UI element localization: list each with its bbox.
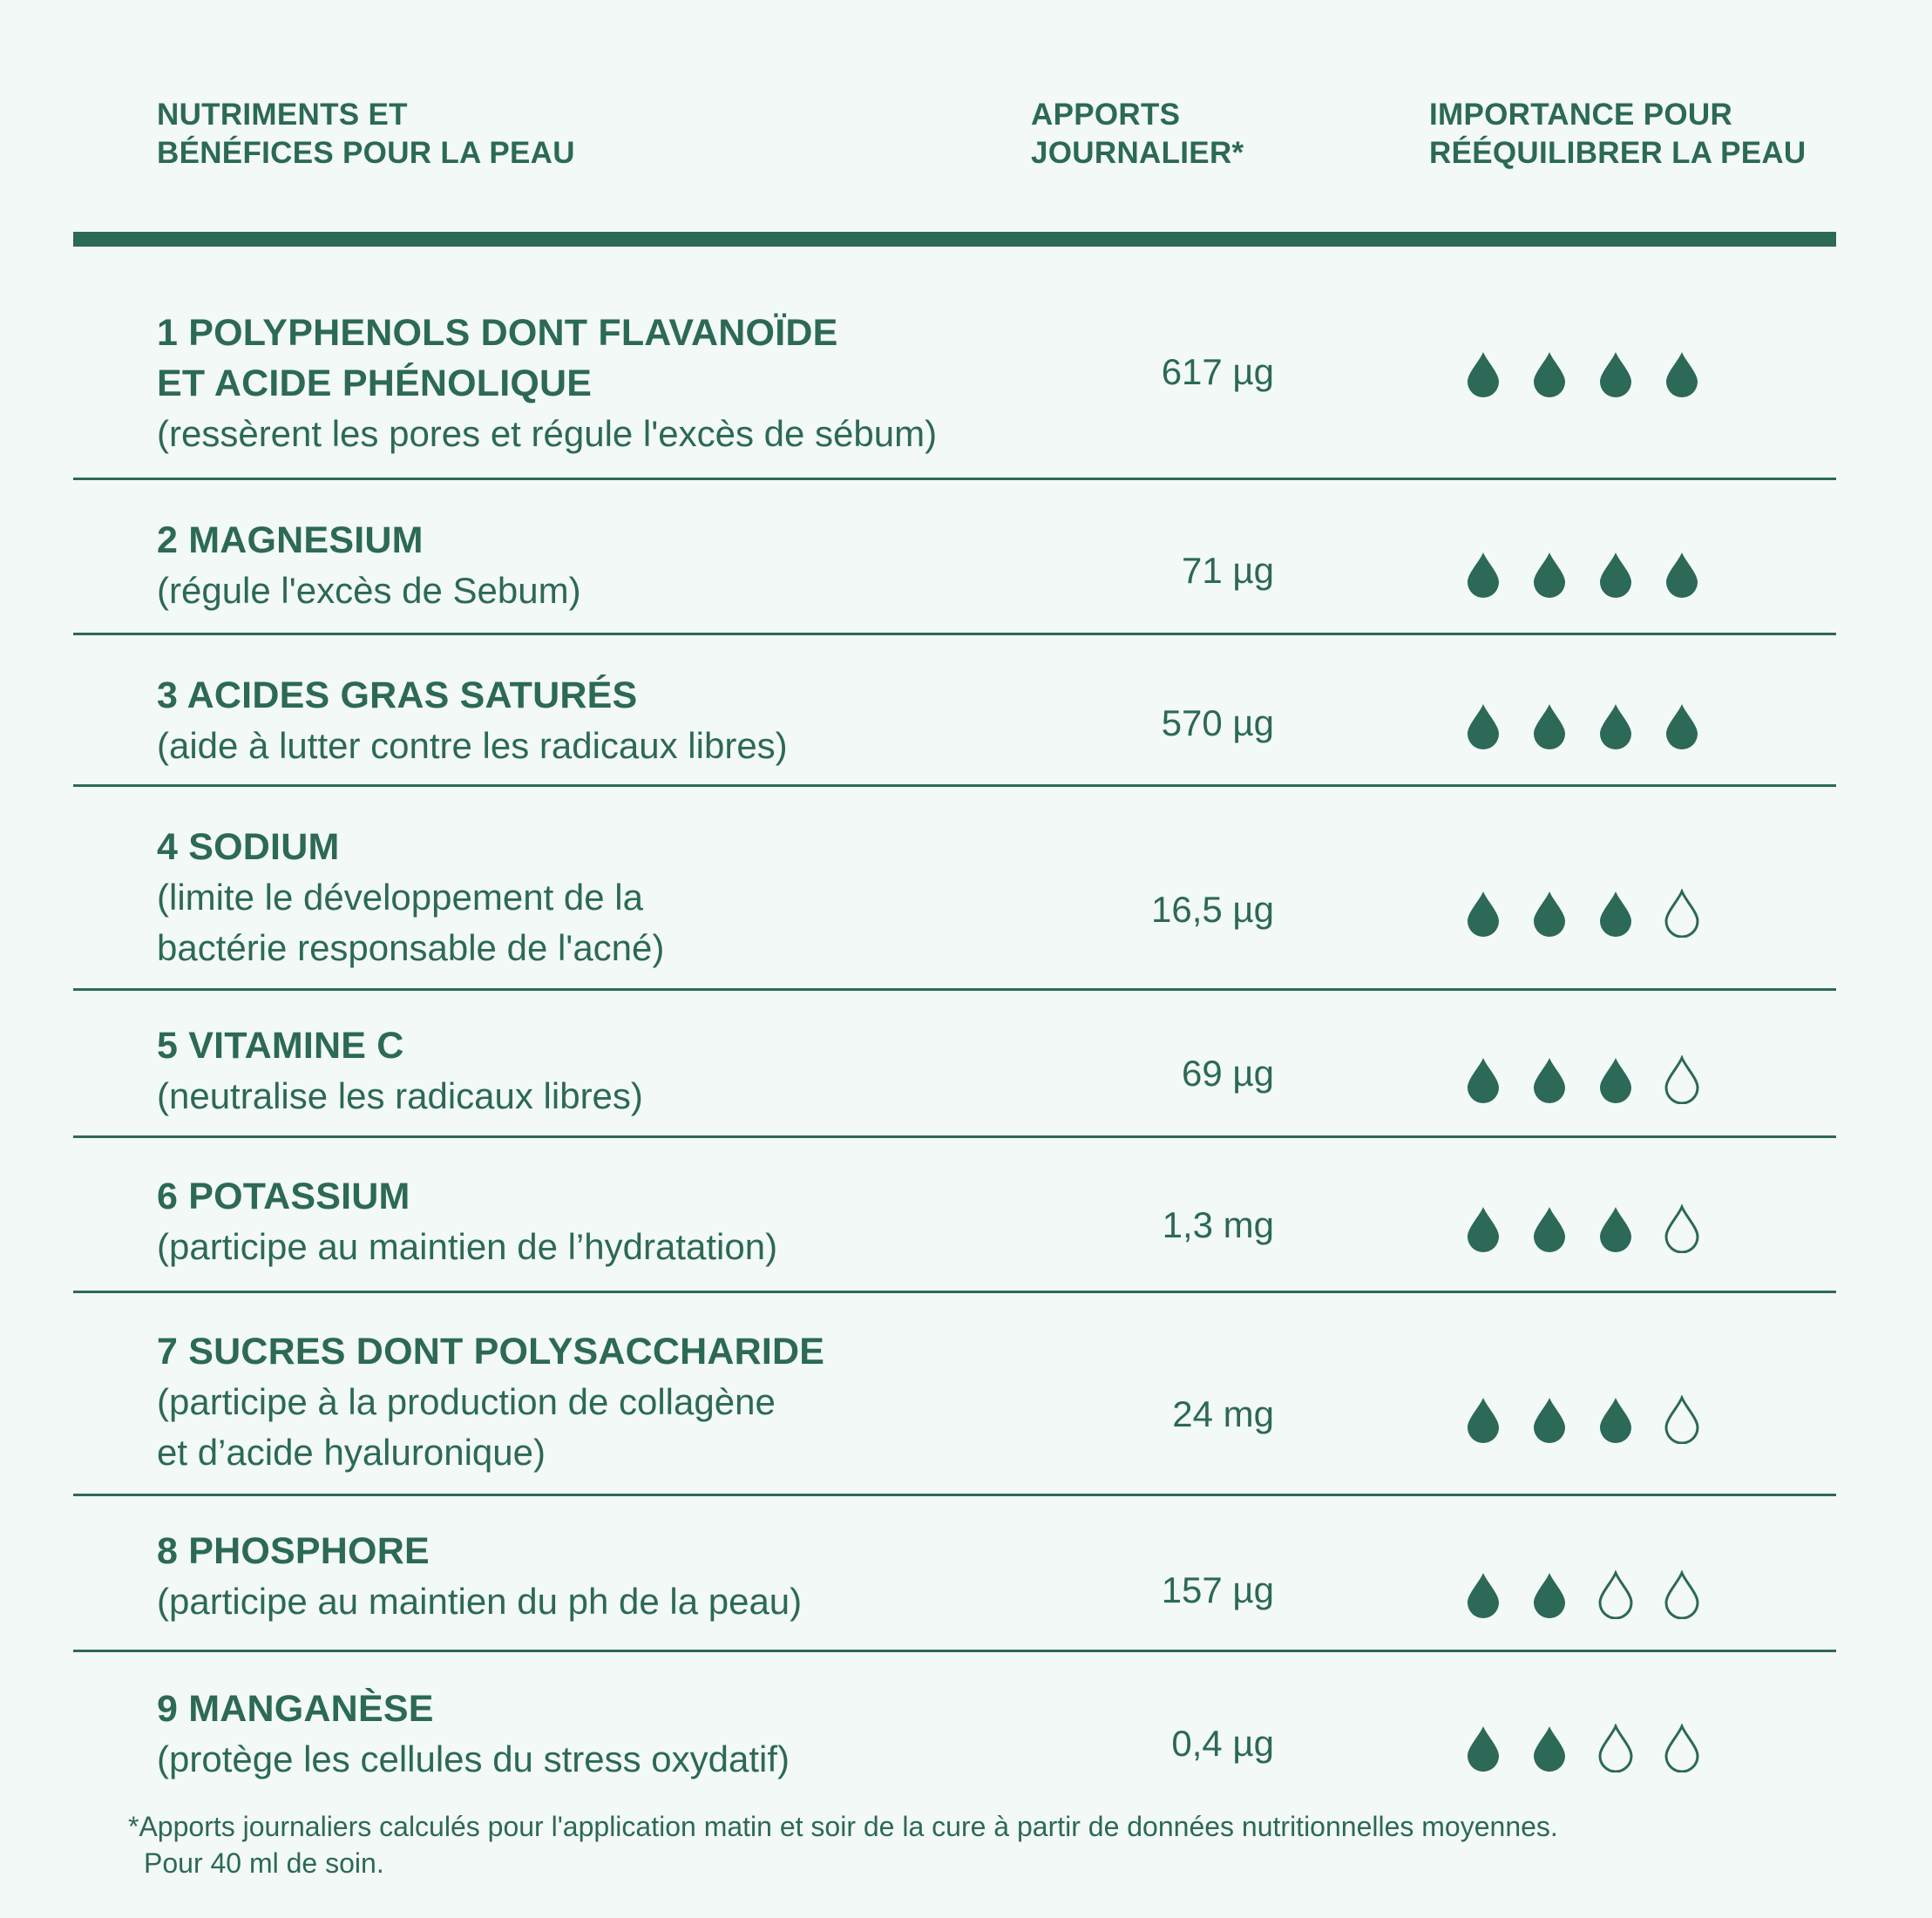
importance-rating	[1464, 889, 1725, 938]
daily-intake-value: 617 µg	[1161, 351, 1274, 392]
water-drop-filled-icon	[1596, 1204, 1635, 1253]
importance-rating	[1464, 1204, 1725, 1253]
water-drop-filled-icon	[1464, 550, 1502, 599]
nutrient-benefit: (aide à lutter contre les radicaux libres)	[157, 725, 788, 766]
header-importance-line2: RÉÉQUILIBRER LA PEAU	[1429, 136, 1807, 170]
nutrient-info	[157, 515, 1028, 616]
importance-rating	[1464, 1570, 1725, 1619]
nutrient-name: 3 ACIDES GRAS SATURÉS	[157, 674, 638, 716]
water-drop-filled-icon	[1464, 701, 1502, 750]
nutrient-benefit: (neutralise les radicaux libres)	[157, 1075, 643, 1116]
water-drop-filled-icon	[1464, 349, 1502, 398]
nutrient-benefit: et d’acide hyaluronique)	[157, 1432, 546, 1473]
water-drop-outline-icon	[1663, 1055, 1701, 1104]
water-drop-filled-icon	[1530, 1570, 1569, 1619]
water-drop-filled-icon	[1464, 1395, 1502, 1444]
table-row	[0, 1652, 1932, 1783]
header-nutrients-line2: BÉNÉFICES POUR LA PEAU	[157, 136, 575, 170]
water-drop-filled-icon	[1663, 550, 1701, 599]
daily-intake-value: 69 µg	[1182, 1053, 1274, 1094]
importance-rating	[1464, 550, 1725, 599]
importance-rating	[1464, 1055, 1725, 1104]
header-nutrients-line1: NUTRIMENTS ET	[157, 98, 408, 132]
table-row	[0, 247, 1932, 480]
water-drop-filled-icon	[1530, 1055, 1569, 1104]
nutrient-name: 1 POLYPHENOLS DONT FLAVANOÏDE	[157, 312, 838, 354]
water-drop-filled-icon	[1663, 701, 1701, 750]
nutrient-name: 6 POTASSIUM	[157, 1176, 410, 1217]
nutrient-benefit: (participe au maintien de l’hydratation)	[157, 1226, 778, 1267]
footnote	[128, 1808, 1871, 1881]
nutrient-info	[157, 1526, 1028, 1627]
water-drop-filled-icon	[1596, 701, 1635, 750]
daily-intake-value: 0,4 µg	[1171, 1723, 1274, 1764]
nutrient-benefit: (participe au maintien du ph de la peau)	[157, 1581, 803, 1622]
water-drop-outline-icon	[1663, 1724, 1701, 1772]
table-row	[0, 1138, 1932, 1293]
nutrient-info	[157, 1020, 1028, 1122]
water-drop-filled-icon	[1596, 1395, 1635, 1444]
water-drop-outline-icon	[1596, 1724, 1635, 1772]
daily-intake-value: 16,5 µg	[1151, 889, 1274, 930]
header-intake-line1: APPORTS	[1031, 98, 1181, 132]
nutrient-info	[157, 1684, 1028, 1785]
daily-intake-value: 24 mg	[1172, 1393, 1274, 1434]
header-importance-line1: IMPORTANCE POUR	[1429, 98, 1733, 132]
water-drop-filled-icon	[1596, 889, 1635, 938]
water-drop-filled-icon	[1663, 349, 1701, 398]
footnote-line1: *Apports journaliers calculés pour l'application matin et soir de la cure à partir de données nutritionnelles moyennes.	[128, 1811, 1558, 1842]
table-row	[0, 1293, 1932, 1496]
water-drop-filled-icon	[1530, 1724, 1569, 1772]
importance-rating	[1464, 1724, 1725, 1772]
footnote-line2: Pour 40 ml de soin.	[144, 1847, 384, 1879]
nutrient-name: ET ACIDE PHÉNOLIQUE	[157, 363, 593, 404]
importance-rating	[1464, 349, 1725, 398]
nutrient-name: 5 VITAMINE C	[157, 1025, 404, 1067]
water-drop-filled-icon	[1596, 1055, 1635, 1104]
nutrient-benefit: (protège les cellules du stress oxydatif)	[157, 1738, 790, 1779]
importance-rating	[1464, 701, 1725, 750]
table-row	[0, 635, 1932, 787]
nutrient-name: 9 MANGANÈSE	[157, 1688, 434, 1730]
table-row	[0, 991, 1932, 1138]
table-row	[0, 787, 1932, 991]
nutrient-benefit: (limite le développement de la	[157, 877, 643, 918]
nutrient-name: 2 MAGNESIUM	[157, 519, 424, 561]
table-row	[0, 1496, 1932, 1652]
nutrient-name: 8 PHOSPHORE	[157, 1530, 430, 1572]
importance-rating	[1464, 1395, 1725, 1444]
water-drop-filled-icon	[1530, 889, 1569, 938]
daily-intake-value: 157 µg	[1161, 1569, 1274, 1610]
water-drop-outline-icon	[1596, 1570, 1635, 1619]
daily-intake-value: 1,3 mg	[1162, 1204, 1274, 1245]
table-row	[0, 480, 1932, 635]
water-drop-outline-icon	[1663, 1204, 1701, 1253]
nutrient-benefit: (participe à la production de collagène	[157, 1381, 776, 1422]
water-drop-filled-icon	[1596, 550, 1635, 599]
header-divider	[73, 232, 1836, 247]
nutrient-info	[157, 1326, 1028, 1478]
daily-intake-value: 71 µg	[1182, 550, 1274, 591]
nutrient-benefit: bactérie responsable de l'acné)	[157, 927, 665, 968]
water-drop-filled-icon	[1596, 349, 1635, 398]
water-drop-outline-icon	[1663, 1570, 1701, 1619]
water-drop-filled-icon	[1464, 889, 1502, 938]
nutrient-table	[0, 247, 1932, 1783]
water-drop-filled-icon	[1530, 550, 1569, 599]
nutrient-name: 4 SODIUM	[157, 826, 340, 868]
water-drop-filled-icon	[1530, 701, 1569, 750]
daily-intake-value: 570 µg	[1161, 702, 1274, 743]
water-drop-filled-icon	[1530, 1204, 1569, 1253]
water-drop-filled-icon	[1530, 1395, 1569, 1444]
nutrient-benefit: (régule l'excès de Sebum)	[157, 570, 581, 611]
water-drop-filled-icon	[1464, 1204, 1502, 1253]
header-daily-intake	[1031, 96, 1310, 173]
water-drop-filled-icon	[1464, 1055, 1502, 1104]
nutrient-benefit: (ressèrent les pores et régule l'excès de sébum)	[157, 413, 938, 454]
nutrient-info	[157, 1171, 1028, 1272]
header-importance	[1429, 96, 1882, 173]
water-drop-filled-icon	[1464, 1570, 1502, 1619]
water-drop-outline-icon	[1663, 1395, 1701, 1444]
water-drop-filled-icon	[1464, 1724, 1502, 1772]
water-drop-filled-icon	[1530, 349, 1569, 398]
nutrient-info	[157, 822, 1028, 973]
nutrient-name: 7 SUCRES DONT POLYSACCHARIDE	[157, 1331, 825, 1372]
nutrient-info	[157, 308, 1028, 459]
nutrient-info	[157, 670, 1028, 771]
header-intake-line2: JOURNALIER*	[1031, 136, 1244, 170]
water-drop-outline-icon	[1663, 889, 1701, 938]
header-nutrients	[157, 96, 941, 173]
table-header	[0, 96, 1932, 183]
